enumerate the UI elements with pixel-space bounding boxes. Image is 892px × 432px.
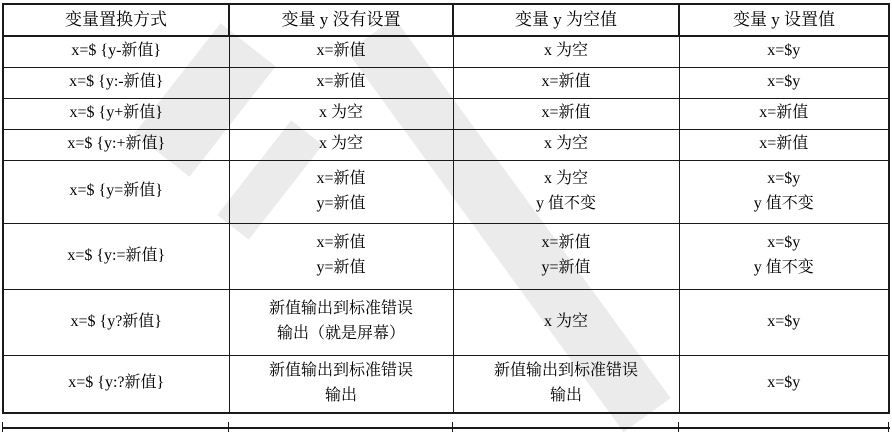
cell-line: x=$ {y:+新值} bbox=[67, 135, 166, 153]
table-cell bbox=[453, 223, 679, 289]
cell-line: x=新值 bbox=[316, 169, 366, 187]
column-border-stub bbox=[228, 422, 229, 432]
cell-line: y=新值 bbox=[316, 194, 366, 212]
cell-line: x=新值 bbox=[316, 42, 366, 60]
table-cell bbox=[453, 160, 679, 223]
table-cell bbox=[679, 67, 889, 98]
table-cell bbox=[453, 355, 679, 413]
cell-line: 新值输出到标准错误 bbox=[268, 361, 413, 379]
cell-line: 输出（就是屏幕） bbox=[276, 325, 405, 342]
cell-line: y 值不变 bbox=[753, 259, 814, 276]
cell-line: x 为空 bbox=[543, 42, 588, 60]
cell-line: x 为空 bbox=[318, 104, 363, 122]
next-row-top-border bbox=[2, 427, 890, 429]
table-row bbox=[3, 67, 889, 98]
table-cell bbox=[453, 98, 679, 129]
table-cell bbox=[3, 36, 229, 67]
table-cell bbox=[3, 160, 229, 223]
cell-line: 输出 bbox=[324, 386, 357, 404]
cell-line: x=$ {y+新值} bbox=[69, 104, 163, 122]
table-cell bbox=[679, 289, 889, 355]
cell-line: y 值不变 bbox=[535, 194, 596, 212]
cell-line: x=新值 bbox=[541, 73, 591, 91]
column-border-stub bbox=[678, 422, 679, 432]
table-row bbox=[3, 129, 889, 160]
cell-line: x=新值 bbox=[316, 234, 366, 252]
header-row bbox=[3, 4, 889, 36]
table-cell bbox=[229, 289, 453, 355]
cell-line: x=$y bbox=[767, 312, 801, 330]
table-cell bbox=[3, 355, 229, 413]
table-cell bbox=[229, 223, 453, 289]
cell-line: 输出 bbox=[549, 386, 582, 404]
table-body bbox=[3, 36, 889, 413]
cell-line: 新值输出到标准错误 bbox=[493, 361, 638, 379]
table-cell bbox=[679, 160, 889, 223]
cell-line: x=$y bbox=[767, 169, 801, 187]
table-row bbox=[3, 36, 889, 67]
table-cell bbox=[3, 289, 229, 355]
cell-line: x=$ {y?新值} bbox=[70, 312, 162, 330]
cell-line: x=$y bbox=[767, 234, 801, 252]
table-row bbox=[3, 98, 889, 129]
table-header bbox=[3, 4, 889, 36]
table-cell bbox=[453, 67, 679, 98]
table-cell bbox=[3, 129, 229, 160]
table-cell bbox=[229, 98, 453, 129]
cell-line: x=$ {y-新值} bbox=[71, 42, 162, 60]
table-cell bbox=[679, 129, 889, 160]
column-border-stub bbox=[2, 422, 3, 432]
table-cell bbox=[229, 67, 453, 98]
table-cell bbox=[453, 289, 679, 355]
column-border-stub bbox=[452, 422, 453, 432]
column-header-unset: 变量 y 没有设置 bbox=[229, 4, 453, 36]
table-row bbox=[3, 355, 889, 413]
cell-line: x=新值 bbox=[759, 135, 809, 153]
cell-line: x 为空 bbox=[543, 312, 588, 330]
cell-line: x 为空 bbox=[543, 169, 588, 187]
column-header-method: 变量置换方式 bbox=[3, 4, 229, 36]
cell-line: x=$ {y:-新值} bbox=[69, 73, 164, 91]
cell-line: x 为空 bbox=[543, 135, 588, 153]
table-row bbox=[3, 160, 889, 223]
cell-line: x=新值 bbox=[541, 104, 591, 122]
column-header-empty: 变量 y 为空值 bbox=[453, 4, 679, 36]
cell-line: x=$ {y=新值} bbox=[69, 182, 163, 200]
table-cell bbox=[679, 98, 889, 129]
table-cell bbox=[679, 355, 889, 413]
cell-line: x=$y bbox=[767, 73, 801, 91]
table-cell bbox=[453, 36, 679, 67]
cell-line: x 为空 bbox=[318, 135, 363, 153]
variable-substitution-table bbox=[2, 3, 890, 414]
column-border-stub bbox=[888, 422, 889, 432]
cell-line: y=新值 bbox=[541, 259, 591, 276]
table-cell bbox=[3, 223, 229, 289]
cell-line: x=$y bbox=[767, 42, 801, 60]
cell-line: x=新值 bbox=[316, 73, 366, 91]
table-cell bbox=[3, 98, 229, 129]
table-cell bbox=[229, 129, 453, 160]
cell-line: y=新值 bbox=[316, 259, 366, 276]
cutoff-next-row bbox=[0, 422, 892, 432]
cell-line: 新值输出到标准错误 bbox=[268, 300, 413, 318]
cell-line: y 值不变 bbox=[753, 194, 814, 212]
table-cell bbox=[3, 67, 229, 98]
table-cell bbox=[679, 223, 889, 289]
table-cell bbox=[229, 36, 453, 67]
table-cell bbox=[229, 355, 453, 413]
cell-line: x=$ {y:?新值} bbox=[68, 374, 165, 392]
table-cell bbox=[679, 36, 889, 67]
table-row bbox=[3, 223, 889, 289]
cell-line: x=$ {y:=新值} bbox=[67, 246, 166, 264]
table-cell bbox=[453, 129, 679, 160]
table-row bbox=[3, 289, 889, 355]
cell-line: x=新值 bbox=[759, 104, 809, 122]
table-cell bbox=[229, 160, 453, 223]
column-header-set: 变量 y 设置值 bbox=[679, 4, 889, 36]
cell-line: x=$y bbox=[767, 374, 801, 392]
cell-line: x=新值 bbox=[541, 234, 591, 252]
